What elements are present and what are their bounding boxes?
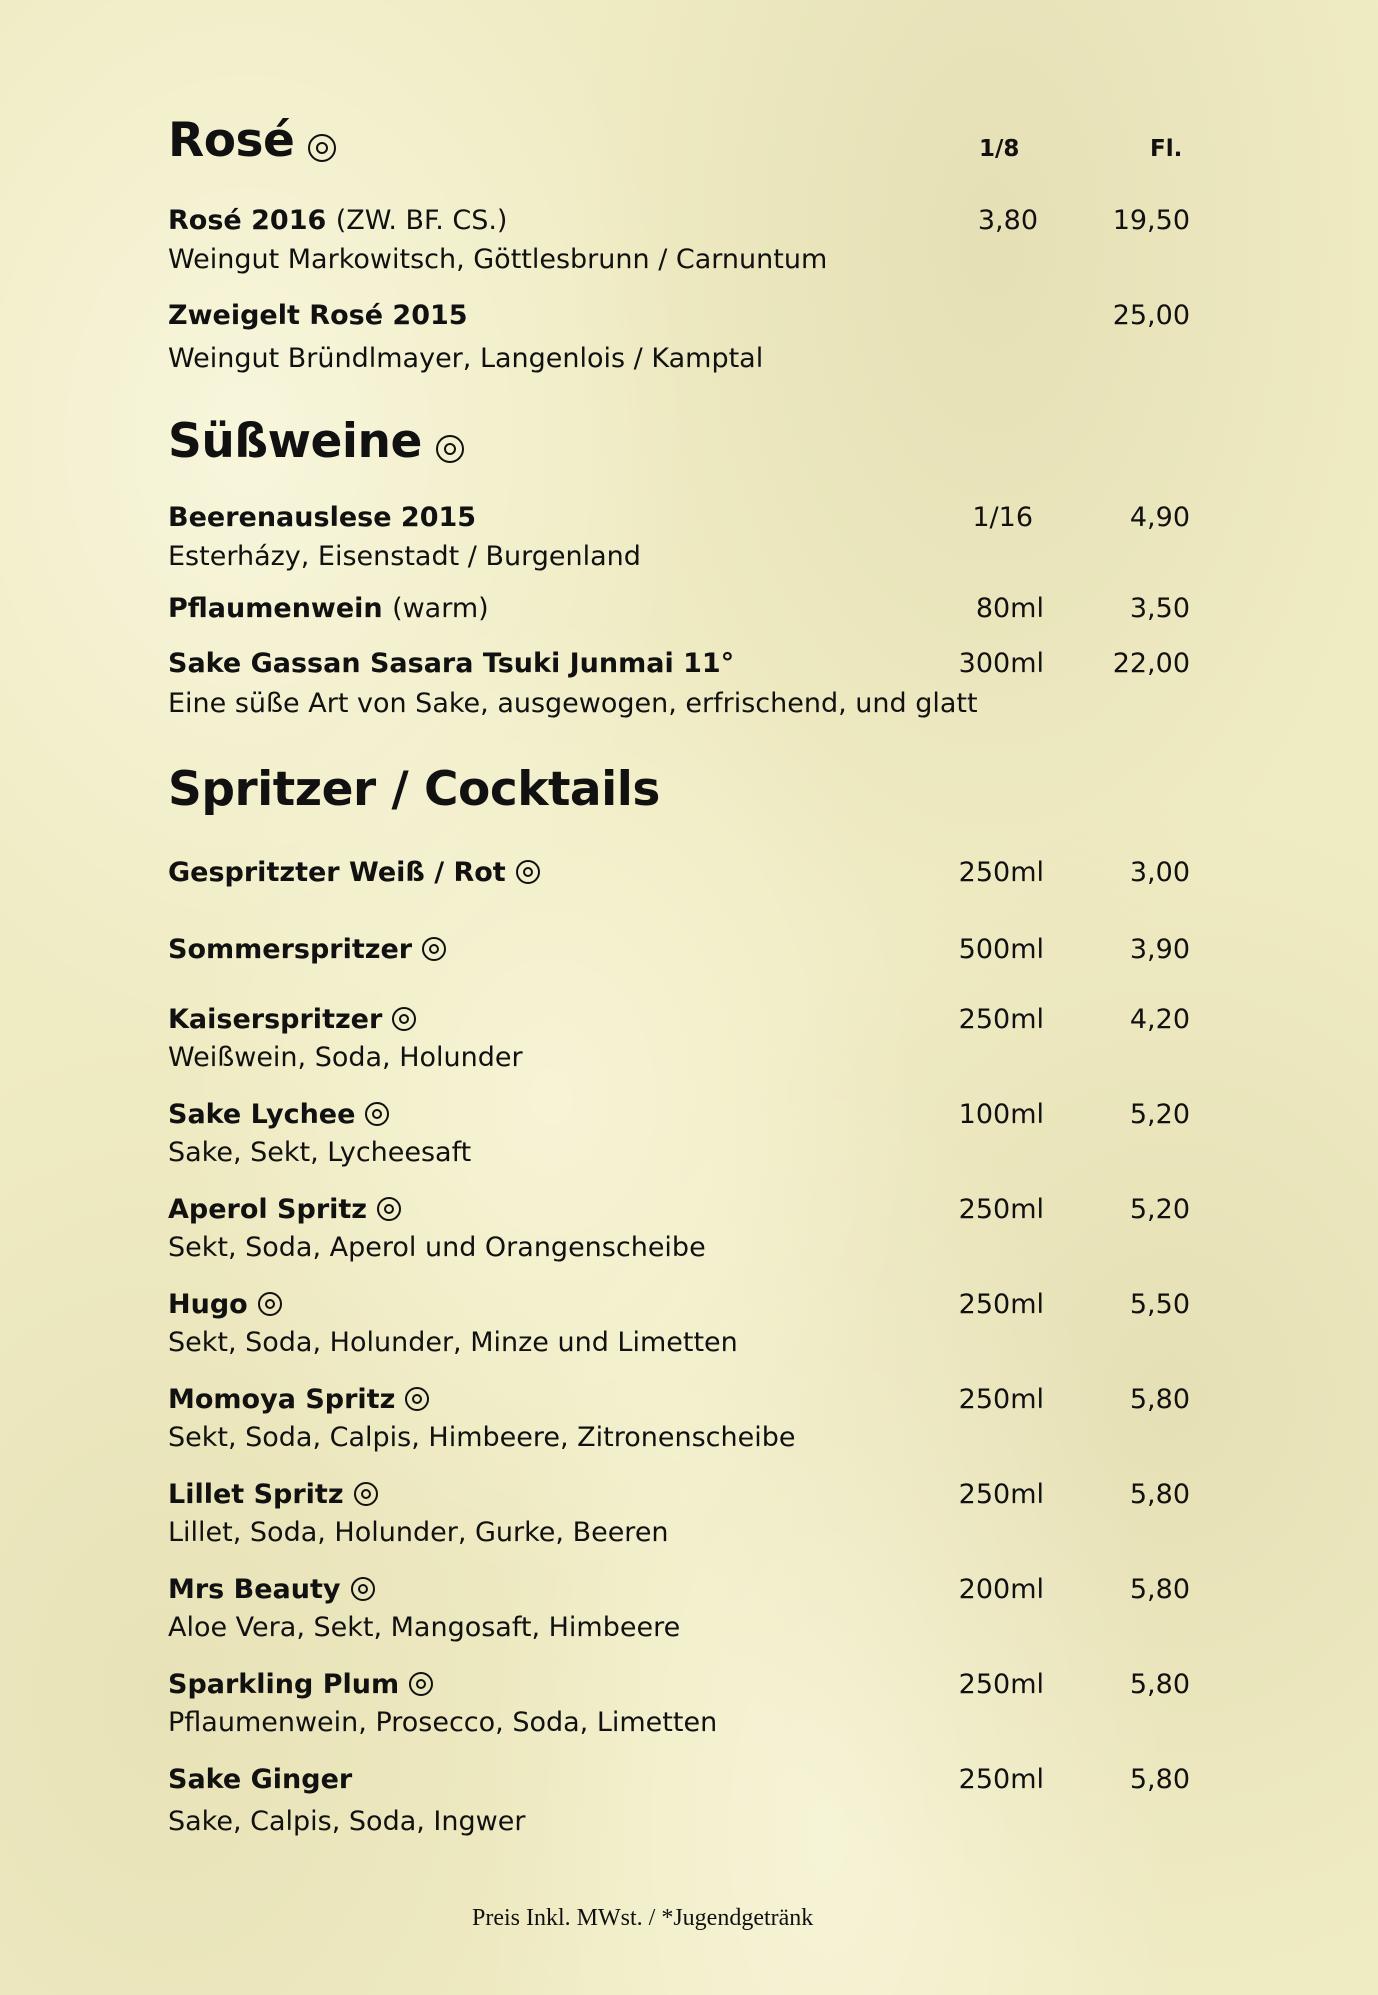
menu-item-description: Sake, Calpis, Soda, Ingwer (168, 1806, 526, 1837)
menu-item-price: 5,80 (1129, 1384, 1190, 1415)
menu-item-description: Sake, Sekt, Lycheesaft (168, 1137, 472, 1168)
menu-item-description: Aloe Vera, Sekt, Mangosaft, Himbeere (168, 1612, 681, 1643)
menu-item-price: 4,20 (1129, 1004, 1190, 1035)
menu-item-description: Lillet, Soda, Holunder, Gurke, Beeren (168, 1517, 669, 1548)
menu-item-name: Sake Lychee (168, 1099, 389, 1130)
menu-item-name: Momoya Spritz (168, 1384, 429, 1415)
menu-item-price: 3,50 (1129, 593, 1190, 624)
menu-item-description: Sekt, Soda, Holunder, Minze und Limetten (168, 1327, 738, 1358)
spritzer-heading: Spritzer / Cocktails (168, 762, 660, 817)
menu-item-name: Sparkling Plum (168, 1669, 433, 1700)
menu-item-volume: 250ml (958, 1289, 1044, 1320)
col-header-bottle: Fl. (1150, 136, 1183, 162)
menu-item-name: Lillet Spritz (168, 1479, 378, 1510)
menu-item-description: Sekt, Soda, Aperol und Orangenscheibe (168, 1232, 706, 1263)
menu-item-description: Weißwein, Soda, Holunder (168, 1042, 523, 1073)
menu-item-volume: 250ml (958, 1194, 1044, 1225)
menu-item-volume: 500ml (958, 934, 1044, 965)
menu-item-description: Pflaumenwein, Prosecco, Soda, Limetten (168, 1707, 718, 1738)
menu-item-name: Sommerspritzer (168, 934, 446, 965)
menu-item-description: Weingut Markowitsch, Göttlesbrunn / Carnuntum (168, 244, 828, 275)
circle-dot-icon (405, 1387, 429, 1411)
menu-item-name: Pflaumenwein (warm) (168, 593, 489, 624)
menu-item-name: Mrs Beauty (168, 1574, 375, 1605)
menu-item-price: 5,80 (1129, 1574, 1190, 1605)
menu-item-volume: 80ml (975, 593, 1044, 624)
menu-item-volume: 200ml (958, 1574, 1044, 1605)
circle-dot-icon (258, 1292, 282, 1316)
menu-item-price: 25,00 (1112, 300, 1190, 331)
circle-dot-icon (308, 134, 336, 162)
menu-item-price: 3,90 (1129, 934, 1190, 965)
menu-item-price: 4,90 (1129, 502, 1190, 533)
menu-item-name: Kaiserspritzer (168, 1004, 416, 1035)
menu-item-name: Beerenauslese 2015 (168, 502, 477, 533)
circle-dot-icon (436, 435, 464, 463)
menu-item-price: 5,80 (1129, 1764, 1190, 1795)
menu-item-name: Hugo (168, 1289, 282, 1320)
circle-dot-icon (351, 1577, 375, 1601)
menu-item-price: 5,80 (1129, 1669, 1190, 1700)
col-header-volume: 1/8 (979, 136, 1020, 162)
menu-item-price: 5,80 (1129, 1479, 1190, 1510)
suessweine-heading: Süßweine (168, 414, 464, 469)
menu-item-name: Sake Ginger (168, 1764, 353, 1795)
menu-item-volume: 250ml (958, 1004, 1044, 1035)
menu-item-price: 3,00 (1129, 857, 1190, 888)
footer-note: Preis Inkl. MWst. / *Jugendgetränk (472, 1905, 814, 1931)
menu-item-price: 19,50 (1112, 205, 1190, 236)
menu-item-price: 5,20 (1129, 1099, 1190, 1130)
menu-item-description: Sekt, Soda, Calpis, Himbeere, Zitronenscheibe (168, 1422, 796, 1453)
menu-item-name: Aperol Spritz (168, 1194, 401, 1225)
menu-item-description: Weingut Bründlmayer, Langenlois / Kamptal (168, 343, 764, 374)
menu-item-volume: 250ml (958, 857, 1044, 888)
menu-item-name: Sake Gassan Sasara Tsuki Junmai 11° (168, 648, 735, 679)
menu-item-volume: 3,80 (977, 205, 1038, 236)
circle-dot-icon (422, 937, 446, 961)
circle-dot-icon (516, 860, 540, 884)
menu-item-description: Esterházy, Eisenstadt / Burgenland (168, 541, 641, 572)
circle-dot-icon (365, 1102, 389, 1126)
menu-item-description: Eine süße Art von Sake, ausgewogen, erfrischend, und glatt (168, 688, 978, 719)
menu-item-note: (warm) (392, 593, 489, 624)
menu-item-volume: 100ml (958, 1099, 1044, 1130)
menu-item-volume: 1/16 (972, 502, 1033, 533)
circle-dot-icon (392, 1007, 416, 1031)
menu-item-volume: 250ml (958, 1479, 1044, 1510)
menu-item-volume: 250ml (958, 1764, 1044, 1795)
menu-item-price: 5,20 (1129, 1194, 1190, 1225)
menu-item-name: Rosé 2016 (ZW. BF. CS.) (168, 205, 508, 236)
menu-item-name: Gespritzter Weiß / Rot (168, 857, 540, 888)
menu-item-volume: 300ml (958, 648, 1044, 679)
menu-item-volume: 250ml (958, 1669, 1044, 1700)
circle-dot-icon (409, 1672, 433, 1696)
menu-item-price: 22,00 (1112, 648, 1190, 679)
rose-heading: Rosé (168, 113, 336, 168)
menu-item-name: Zweigelt Rosé 2015 (168, 300, 468, 331)
menu-item-price: 5,50 (1129, 1289, 1190, 1320)
circle-dot-icon (354, 1482, 378, 1506)
menu-item-volume: 250ml (958, 1384, 1044, 1415)
circle-dot-icon (377, 1197, 401, 1221)
menu-item-note: (ZW. BF. CS.) (335, 205, 508, 236)
